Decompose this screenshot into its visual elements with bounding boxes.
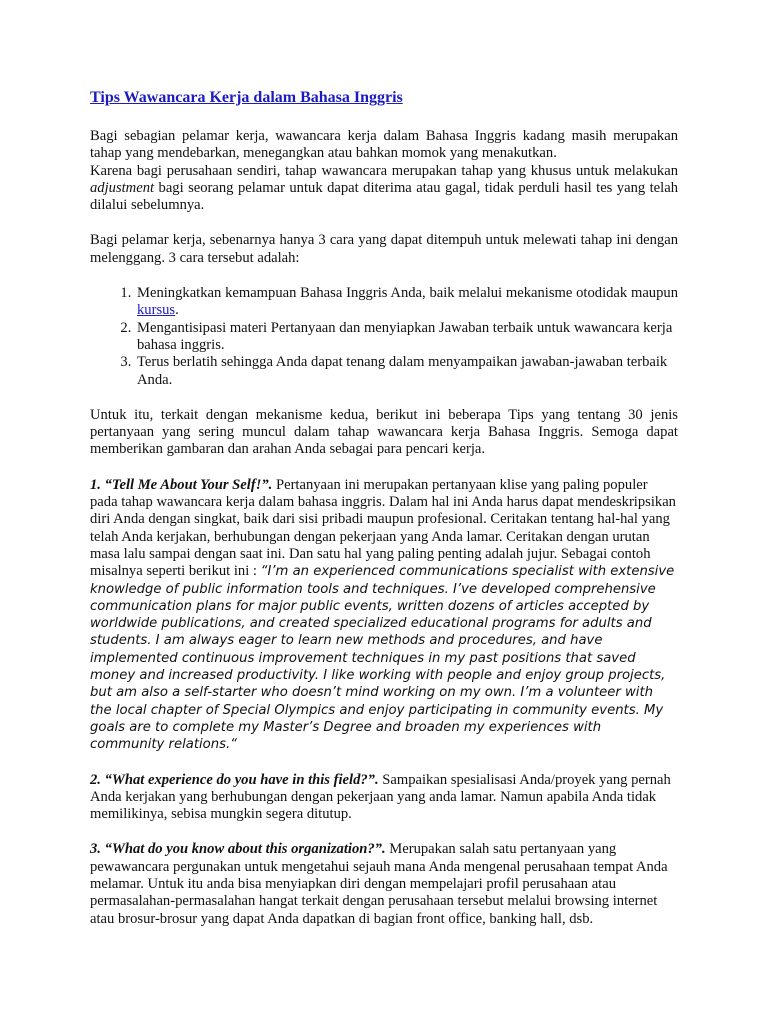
list-item: 2. Mengantisipasi materi Pertanyaan dan menyiapkan Jawaban terbaik untuk wawancara kerja bahasa inggris. [135, 320, 678, 355]
list-item-punct: . [175, 302, 179, 319]
ways-lead-paragraph: Bagi pelamar kerja, sebenarnya hanya 3 cara yang dapat ditempuh untuk melewati tahap ini dengan melenggang. 3 cara tersebut adalah: [90, 232, 678, 266]
document-title[interactable]: Tips Wawancara Kerja dalam Bahasa Inggris [90, 89, 403, 106]
tip-2-text: Sampaikan spesialisasi Anda/proyek yang pernah Anda kerjakan yang berhubungan dengan pekerjaan yang anda lamar. Namun apabila Anda tidak memilikinya, sebisa mungkin segera ditutup. [90, 771, 671, 823]
intro-paragraph-2 [90, 163, 678, 215]
transition-paragraph: Untuk itu, terkait dengan mekanisme kedua, berikut ini beberapa Tips yang tentang 30 jenis pertanyaan yang sering muncul dalam tahap wawancara kerja Bahasa Inggris. Semoga dapat memberikan gambaran dan arahan Anda sebagai para pencari kerja. [90, 406, 678, 458]
adjustment-term: adjustment [90, 179, 155, 196]
list-item-text: Meningkatkan kemampuan Bahasa Inggris Anda, baik melalui mekanisme otodidak maupun [137, 285, 678, 302]
tip-3-heading: 3. “What do you know about this organization?”. [90, 841, 386, 858]
intro-text-2a: Karena bagi perusahaan sendiri, tahap wawancara merupakan tahap yang khusus untuk melakukan [90, 162, 678, 179]
tip-1-example-quote: “I’m an experienced communications specialist with extensive knowledge of public information tools and techniques. I’ve developed comprehensive communication plans for major public events, written dozens of articles accepted by worldwide publications, and created specialized educational programs for adults and students. I am always eager to learn new methods and procedures, and have implemented continuous improvement techniques in my past positions that saved money and increased productivity. I like working with people and enjoy group projects, but am also a self-starter who doesn’t mind working on my own. I’m a volunteer with the local chapter of Special Olympics and enjoy participating in community events. My goals are to complete my Master’s Degree and broaden my experiences with community relations.“ [90, 564, 675, 753]
list-item: 3. Terus berlatih sehingga Anda dapat tenang dalam menyampaikan jawaban-jawaban terbaik Anda. [135, 354, 678, 389]
intro-text-2b: bagi seorang pelamar untuk dapat diterima atau gagal, tidak perduli hasil tes yang telah dilalui sebelumnya. [90, 179, 678, 214]
list-item [135, 285, 678, 320]
tip-2-paragraph [90, 772, 678, 824]
tip-1-heading: 1. “Tell Me About Your Self!”. [90, 476, 273, 493]
document-body [90, 88, 678, 928]
ways-list [90, 285, 678, 389]
kursus-link[interactable]: kursus [137, 302, 176, 319]
tip-1-paragraph [90, 477, 678, 754]
tip-2-heading: 2. “What experience do you have in this field?”. [90, 771, 379, 788]
tip-1-text: Pertanyaan ini merupakan pertanyaan klise yang paling populer pada tahap wawancara kerja dalam bahasa inggris. Dalam hal ini Anda harus dapat mendeskripsikan diri Anda dengan singkat, baik dari sisi pribadi maupun profesional. Ceritakan tentang hal-hal yang telah Anda kerjakan, berhubungan dengan pekerjaan yang Anda lamar. Ceritakan dengan urutan masa lalu sampai dengan saat ini. Dan satu hal yang paling penting adalah jujur. Sebagai contoh misalnya seperti berikut ini : [90, 476, 676, 580]
intro-text-1: Bagi sebagian pelamar kerja, wawancara kerja dalam Bahasa Inggris kadang masih merupakan tahap yang mendebarkan, menegangkan atau bahkan momok yang menakutkan. [90, 128, 678, 162]
intro-paragraph-1 [90, 128, 678, 163]
tip-3-paragraph [90, 841, 678, 927]
tip-3-text: Merupakan salah satu pertanyaan yang pewawancara pergunakan untuk mengetahui sejauh mana Anda mengenal perusahaan tempat Anda melamar. Untuk itu anda bisa menyiapkan diri dengan mempelajari profil perusahaan atau permasalahan-permasalahan hangat terkait dengan perusahaan tersebut melalui browsing internet atau brosur-brosur yang dapat Anda dapatkan di bagian front office, banking hall, dsb. [90, 841, 668, 927]
